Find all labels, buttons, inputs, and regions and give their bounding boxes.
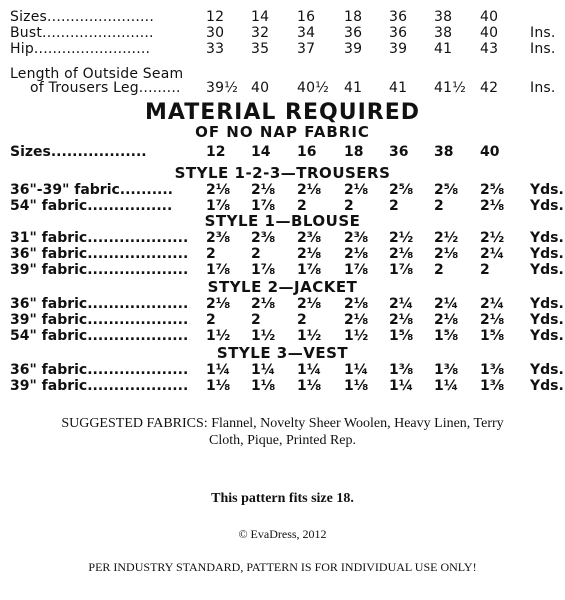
- yardage-value: 1⅛: [297, 378, 322, 394]
- yardage-value: 2⅛: [389, 246, 414, 262]
- material-size: 38: [434, 144, 454, 160]
- style-heading: STYLE 2—JACKET: [207, 278, 358, 296]
- material-sizes-row: [0, 144, 565, 162]
- yardage-value: 1¼: [251, 362, 276, 378]
- yardage-value: 2: [297, 312, 307, 328]
- yardage-value: 1½: [251, 328, 276, 344]
- measurement-value: 40: [480, 25, 499, 41]
- seam-values-row: [0, 80, 565, 98]
- yardage-value: 2⅛: [344, 246, 369, 262]
- fabric-width-label: 54" fabric................: [10, 198, 173, 214]
- measurement-label: Bust........................: [10, 25, 154, 41]
- yardage-value: 1⅝: [389, 328, 414, 344]
- material-subtitle: OF NO NAP FABRIC: [195, 123, 370, 141]
- measurement-value: 40: [480, 9, 499, 25]
- yardage-unit: Yds.: [530, 312, 564, 328]
- yardage-value: 2⅝: [389, 182, 414, 198]
- seam-label-line1: Length of Outside Seam: [10, 66, 184, 82]
- yardage-value: 1⅞: [206, 262, 231, 278]
- fabric-width-label: 36" fabric...................: [10, 246, 189, 262]
- yardage-value: 2½: [389, 230, 414, 246]
- seam-value: 40½: [297, 80, 329, 96]
- material-size: 36: [389, 144, 409, 160]
- yardage-value: 2¼: [434, 296, 459, 312]
- yardage-value: 1⅞: [297, 262, 322, 278]
- yardage-value: 2⅛: [434, 246, 459, 262]
- yardage-value: 2⅛: [344, 296, 369, 312]
- measurement-value: 43: [480, 41, 499, 57]
- yardage-value: 2: [480, 262, 490, 278]
- measurement-value: 34: [297, 25, 316, 41]
- yardage-value: 1⅝: [480, 328, 505, 344]
- measurement-value: 18: [344, 9, 363, 25]
- yardage-value: 1⅞: [251, 198, 276, 214]
- yardage-value: 2½: [480, 230, 505, 246]
- measurement-value: 37: [297, 41, 316, 57]
- yardage-unit: Yds.: [530, 296, 564, 312]
- yardage-value: 2⅛: [480, 198, 505, 214]
- fabric-row: [0, 378, 565, 396]
- yardage-value: 1¼: [344, 362, 369, 378]
- yardage-value: 2¼: [389, 296, 414, 312]
- yardage-value: 1¼: [434, 378, 459, 394]
- yardage-unit: Yds.: [530, 378, 564, 394]
- measurement-row: [0, 41, 565, 59]
- yardage-value: 2⅛: [480, 312, 505, 328]
- fabric-width-label: 39" fabric...................: [10, 378, 189, 394]
- yardage-unit: Yds.: [530, 362, 564, 378]
- fabric-width-label: 36" fabric...................: [10, 296, 189, 312]
- copyright: © EvaDress, 2012: [238, 527, 327, 541]
- measurement-value: 36: [389, 25, 408, 41]
- usage-notice: PER INDUSTRY STANDARD, PATTERN IS FOR INDIVIDUAL USE ONLY!: [88, 560, 477, 574]
- measurement-value: 36: [344, 25, 363, 41]
- yardage-value: 2: [251, 246, 261, 262]
- fabric-width-label: 36" fabric...................: [10, 362, 189, 378]
- measurement-unit: Ins.: [530, 25, 556, 41]
- material-size: 18: [344, 144, 364, 160]
- material-size: 14: [251, 144, 271, 160]
- yardage-value: 2⅛: [344, 182, 369, 198]
- yardage-value: 2: [206, 312, 216, 328]
- yardage-value: 2⅜: [251, 230, 276, 246]
- measurement-value: 16: [297, 9, 316, 25]
- yardage-value: 2: [344, 198, 354, 214]
- yardage-value: 1⅞: [344, 262, 369, 278]
- suggested-fabrics-line2: Cloth, Pique, Printed Rep.: [209, 433, 356, 448]
- measurement-value: 38: [434, 9, 453, 25]
- yardage-unit: Yds.: [530, 198, 564, 214]
- yardage-value: 2: [389, 198, 399, 214]
- yardage-value: 1⅜: [480, 362, 505, 378]
- style-heading: STYLE 1—BLOUSE: [204, 212, 361, 230]
- fabric-width-label: 31" fabric...................: [10, 230, 189, 246]
- yardage-value: 1½: [297, 328, 322, 344]
- seam-value: 41½: [434, 80, 466, 96]
- yardage-value: 1½: [344, 328, 369, 344]
- yardage-unit: Yds.: [530, 182, 564, 198]
- yardage-value: 2⅛: [389, 312, 414, 328]
- fabric-width-label: 54" fabric...................: [10, 328, 189, 344]
- fabric-width-label: 36"-39" fabric..........: [10, 182, 173, 198]
- yardage-unit: Yds.: [530, 262, 564, 278]
- measurement-value: 14: [251, 9, 270, 25]
- yardage-value: 2⅛: [297, 296, 322, 312]
- fabric-width-label: 39" fabric...................: [10, 312, 189, 328]
- material-size: 16: [297, 144, 317, 160]
- yardage-unit: Yds.: [530, 328, 564, 344]
- measurement-value: 35: [251, 41, 270, 57]
- style-heading: STYLE 1-2-3—TROUSERS: [174, 164, 391, 182]
- measurement-value: 30: [206, 25, 225, 41]
- yardage-value: 2⅛: [206, 296, 231, 312]
- seam-value: 41: [344, 80, 363, 96]
- fits-size-note: This pattern fits size 18.: [211, 491, 354, 506]
- yardage-value: 1⅛: [344, 378, 369, 394]
- yardage-value: 1¼: [297, 362, 322, 378]
- yardage-value: 2¼: [480, 246, 505, 262]
- yardage-value: 2⅜: [344, 230, 369, 246]
- seam-value: 39½: [206, 80, 238, 96]
- yardage-value: 1½: [206, 328, 231, 344]
- yardage-value: 2⅝: [480, 182, 505, 198]
- suggested-fabrics-line1: SUGGESTED FABRICS: Flannel, Novelty Sheer Woolen, Heavy Linen, Terry: [61, 416, 504, 431]
- yardage-value: 1⅛: [251, 378, 276, 394]
- yardage-value: 2⅜: [297, 230, 322, 246]
- yardage-value: 2: [297, 198, 307, 214]
- yardage-value: 2¼: [480, 296, 505, 312]
- yardage-value: 1⅛: [206, 378, 231, 394]
- fabric-width-label: 39" fabric...................: [10, 262, 189, 278]
- yardage-value: 1⅜: [434, 362, 459, 378]
- measurement-unit: Ins.: [530, 41, 556, 57]
- yardage-value: 2: [434, 198, 444, 214]
- yardage-value: 1⅞: [251, 262, 276, 278]
- measurement-value: 41: [434, 41, 453, 57]
- measurement-value: 32: [251, 25, 270, 41]
- yardage-value: 1¼: [389, 378, 414, 394]
- seam-value: 40: [251, 80, 270, 96]
- yardage-value: 1⅜: [480, 378, 505, 394]
- yardage-value: 1⅜: [389, 362, 414, 378]
- yardage-value: 1⅞: [389, 262, 414, 278]
- measurement-value: 39: [389, 41, 408, 57]
- yardage-value: 2⅝: [434, 182, 459, 198]
- yardage-value: 2: [251, 312, 261, 328]
- yardage-value: 2⅛: [251, 182, 276, 198]
- measurement-label: Hip.........................: [10, 41, 151, 57]
- yardage-value: 2⅛: [297, 246, 322, 262]
- seam-value: 41: [389, 80, 408, 96]
- yardage-value: 2½: [434, 230, 459, 246]
- yardage-value: 2⅛: [251, 296, 276, 312]
- measurement-value: 36: [389, 9, 408, 25]
- yardage-value: 1⅞: [206, 198, 231, 214]
- seam-unit: Ins.: [530, 80, 556, 96]
- seam-value: 42: [480, 80, 499, 96]
- material-title: MATERIAL REQUIRED: [144, 100, 421, 125]
- material-size: 12: [206, 144, 226, 160]
- yardage-unit: Yds.: [530, 230, 564, 246]
- yardage-value: 2⅛: [297, 182, 322, 198]
- measurement-label: Sizes.......................: [10, 9, 154, 25]
- yardage-unit: Yds.: [530, 246, 564, 262]
- measurement-value: 12: [206, 9, 225, 25]
- measurement-value: 33: [206, 41, 225, 57]
- yardage-value: 1¼: [206, 362, 231, 378]
- seam-label-line2: of Trousers Leg.........: [30, 80, 181, 96]
- material-sizes-label: Sizes..................: [10, 144, 147, 160]
- measurement-value: 38: [434, 25, 453, 41]
- yardage-value: 2⅜: [206, 230, 231, 246]
- yardage-value: 2⅛: [344, 312, 369, 328]
- yardage-value: 2⅛: [206, 182, 231, 198]
- yardage-value: 2⅛: [434, 312, 459, 328]
- material-size: 40: [480, 144, 500, 160]
- measurement-value: 39: [344, 41, 363, 57]
- yardage-value: 2: [434, 262, 444, 278]
- style-heading: STYLE 3—VEST: [216, 344, 349, 362]
- yardage-value: 1⅝: [434, 328, 459, 344]
- yardage-value: 2: [206, 246, 216, 262]
